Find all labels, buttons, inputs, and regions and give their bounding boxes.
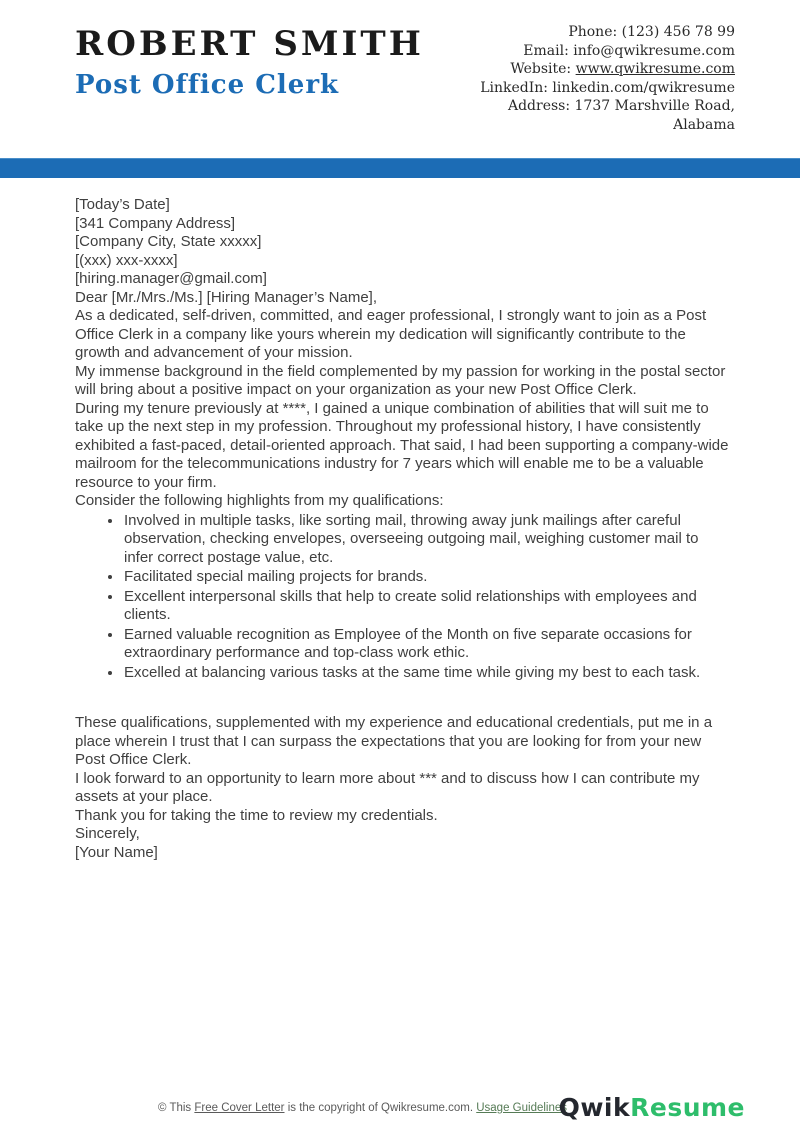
address-label: Address:	[507, 98, 571, 114]
cover-letter-body	[0, 178, 800, 862]
letter-paragraph: As a dedicated, self-driven, committed, and eager professional, I strongly want to join as a Post Office Clerk in a company like yours wherein my dedication will significantly contribute to the growth and advancement of your mission.	[75, 307, 707, 361]
contact-info	[480, 22, 735, 158]
job-title: Post Office Clerk	[75, 70, 340, 100]
recipient-line: [341 Company Address]	[75, 214, 236, 232]
footer	[0, 1081, 800, 1131]
usage-guidelines-link[interactable]: Usage Guidelines	[476, 1102, 568, 1114]
signature: [Your Name]	[75, 843, 158, 861]
candidate-name: ROBERT SMITH	[75, 24, 424, 64]
qualification-item: • Facilitated special mailing projects for brands.	[123, 567, 730, 587]
date-line: [Today’s Date]	[75, 196, 170, 213]
logo-resume: Resume	[630, 1093, 745, 1122]
closing-paragraph: These qualifications, supplemented with my experience and educational credentials, put me in a place wherein I trust that I can surpass the expectations that you are looking for from your new Post Office Clerk.	[75, 714, 713, 768]
closing-paragraph: Thank you for taking the time to review my credentials.	[75, 806, 438, 824]
address-value-line1: 1737 Marshville Road,	[570, 98, 735, 114]
website-link[interactable]: www.qwikresume.com	[575, 61, 735, 77]
contact-line-email	[480, 42, 735, 61]
email-label: Email:	[523, 42, 569, 59]
closing-paragraph: I look forward to an opportunity to learn more about *** and to discuss how I can contribute my assets at your place.	[75, 769, 700, 805]
free-cover-letter-link[interactable]: Free Cover Letter	[194, 1102, 285, 1114]
qualifications-list	[75, 511, 730, 683]
letterhead	[0, 0, 800, 158]
qualification-item: • Earned valuable recognition as Employee of the Month on five separate occasions for extraordinary performance and top-class work ethic.	[123, 625, 730, 663]
email-value: info@qwikresume.com	[568, 42, 735, 59]
copyright-middle: is the copyright of Qwikresume.com.	[284, 1102, 477, 1114]
letter-paragraph: Consider the following highlights from my qualifications:	[75, 492, 444, 509]
contact-line-address2	[480, 116, 735, 135]
qualification-item: • Excellent interpersonal skills that help to create solid relationships with employees and clients.	[123, 587, 730, 625]
contact-line-phone	[480, 23, 735, 42]
linkedin-label: LinkedIn:	[480, 79, 548, 96]
accent-divider	[0, 158, 800, 178]
contact-line-address	[480, 97, 735, 116]
phone-label: Phone:	[568, 24, 618, 40]
phone-value: (123) 456 78 99	[617, 24, 735, 40]
recipient-line: [(xxx) xxx-xxxx]	[75, 251, 178, 269]
signoff: Sincerely,	[75, 825, 140, 842]
recipient-line: [hiring.manager@gmail.com]	[75, 270, 267, 287]
contact-line-website	[480, 60, 735, 79]
qualification-item: • Involved in multiple tasks, like sorting mail, throwing away junk mailings after careful observation, checking envelopes, overseeing outgoing mail, weighing customer mail to infer correct postage value, etc.	[123, 511, 730, 568]
logo-qwik: Qwik	[558, 1093, 631, 1122]
address-value-line2: Alabama	[673, 116, 735, 133]
recipient-block	[75, 215, 730, 289]
linkedin-value: linkedin.com/qwikresume	[547, 79, 735, 96]
letter-paragraph: During my tenure previously at ****, I gained a unique combination of abilities that will suit me to take up the next step in my profession. Throughout my professional history, I have consistently exhibited a fast-paced, detail-oriented approach. That said, I had been supporting a company-wide mailroom for the telecommunications industry for 7 years which will enable me to be a valuable resource to your firm.	[75, 399, 729, 491]
name-block	[75, 22, 424, 158]
contact-line-linkedin	[480, 79, 735, 98]
copyright-prefix: © This	[157, 1102, 195, 1114]
salutation: Dear [Mr./Mrs./Ms.] [Hiring Manager’s Name],	[75, 288, 378, 306]
qwikresume-logo	[559, 1093, 745, 1122]
letter-paragraph: My immense background in the field complemented by my passion for working in the postal sector will bring about a positive impact on your organization as your new Post Office Clerk.	[75, 362, 726, 398]
signature-block	[75, 825, 730, 862]
recipient-line: [Company City, State xxxxx]	[75, 233, 262, 250]
qualification-item: • Excelled at balancing various tasks at the same time while giving my best to each task.	[123, 663, 730, 683]
website-label: Website:	[510, 61, 572, 77]
